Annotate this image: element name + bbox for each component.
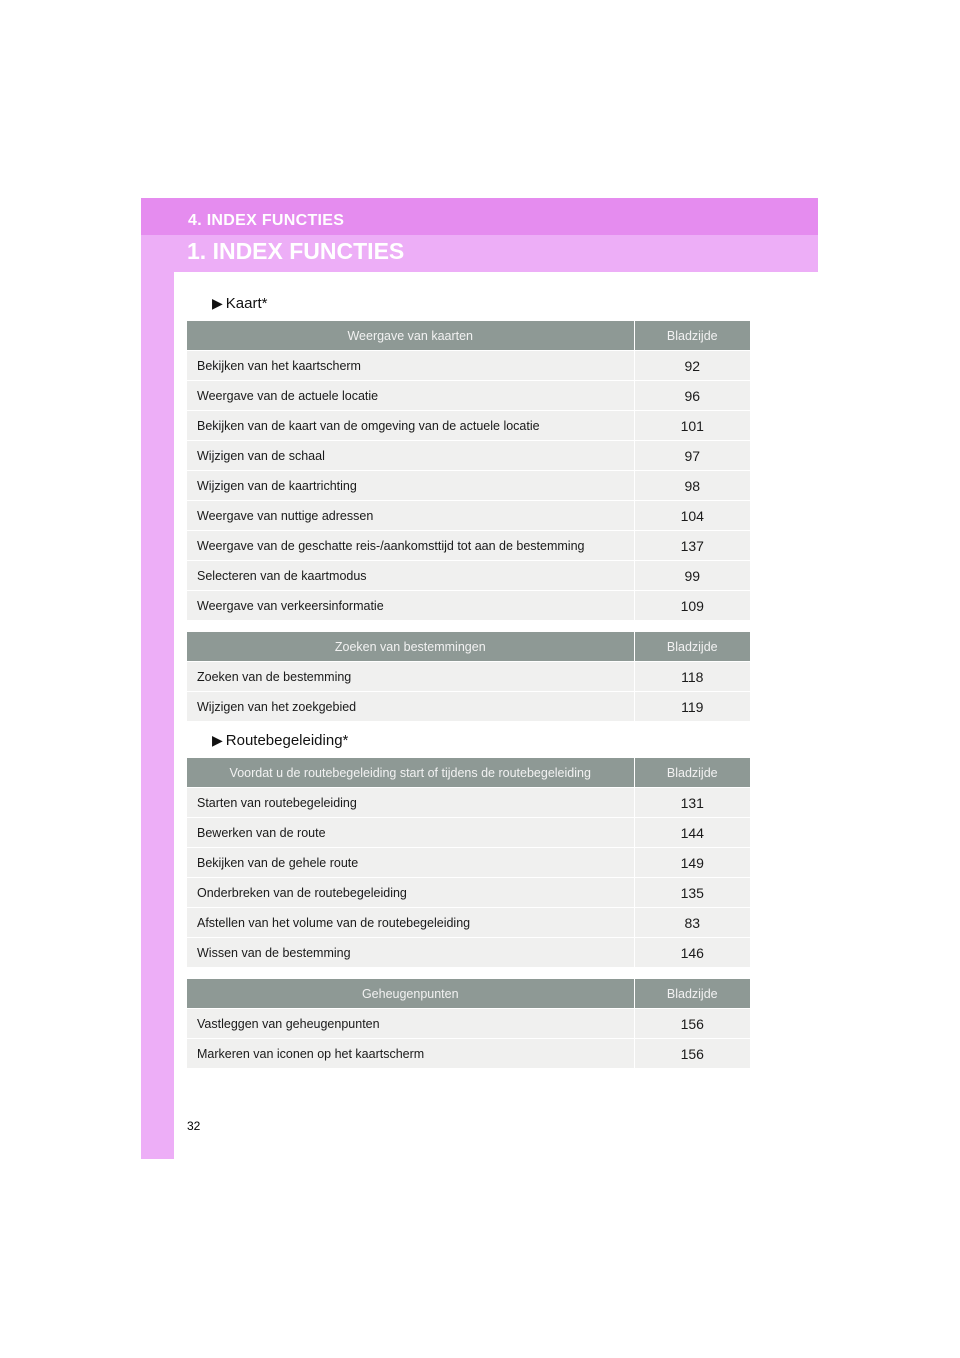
subhead-kaart-label: Kaart* [225, 295, 268, 312]
row-label: Vastleggen van geheugenpunten [187, 1009, 634, 1039]
table-row [187, 381, 750, 411]
table-geheugenpunten [187, 979, 750, 1069]
row-label: Weergave van nuttige adressen [187, 501, 634, 531]
row-label: Zoeken van de bestemming [187, 662, 634, 692]
table-header-row [187, 632, 750, 662]
triangle-right-icon: ▶ [212, 295, 223, 311]
table-row [187, 1009, 750, 1039]
table-row [187, 788, 750, 818]
row-page: 109 [634, 591, 750, 621]
row-label: Bekijken van de kaart van de omgeving van de actuele locatie [187, 411, 634, 441]
row-page: 92 [634, 351, 750, 381]
table-row [187, 692, 750, 722]
row-page: 131 [634, 788, 750, 818]
row-page: 98 [634, 471, 750, 501]
table-route [187, 758, 750, 968]
table-row [187, 441, 750, 471]
row-page: 144 [634, 818, 750, 848]
table-row [187, 531, 750, 561]
table-kaarten [187, 321, 750, 621]
chapter-title: 4. INDEX FUNCTIES [188, 212, 345, 229]
row-label: Bekijken van het kaartscherm [187, 351, 634, 381]
row-page: 96 [634, 381, 750, 411]
table-header-row [187, 758, 750, 788]
subhead-route [212, 732, 348, 749]
row-page: 101 [634, 411, 750, 441]
row-label: Wijzigen van het zoekgebied [187, 692, 634, 722]
table-header-row [187, 321, 750, 351]
column-header-page: Bladzijde [634, 758, 750, 788]
row-page: 137 [634, 531, 750, 561]
row-label: Bewerken van de route [187, 818, 634, 848]
row-label: Weergave van verkeersinformatie [187, 591, 634, 621]
triangle-right-icon: ▶ [212, 732, 223, 748]
table-row [187, 662, 750, 692]
subhead-kaart [212, 295, 267, 312]
page-title: 1. INDEX FUNCTIES [187, 238, 405, 264]
table-row [187, 878, 750, 908]
row-page: 119 [634, 692, 750, 722]
column-header-topic: Zoeken van bestemmingen [187, 632, 634, 662]
column-header-page: Bladzijde [634, 632, 750, 662]
row-page: 99 [634, 561, 750, 591]
table-row [187, 908, 750, 938]
row-label: Weergave van de geschatte reis-/aankomsttijd tot aan de bestemming [187, 531, 634, 561]
row-label: Bekijken van de gehele route [187, 848, 634, 878]
subhead-route-label: Routebegeleiding* [225, 732, 349, 749]
table-row [187, 411, 750, 441]
row-label: Selecteren van de kaartmodus [187, 561, 634, 591]
table-row [187, 938, 750, 968]
row-label: Wissen van de bestemming [187, 938, 634, 968]
row-page: 118 [634, 662, 750, 692]
table-header-row [187, 979, 750, 1009]
page-number: 32 [187, 1119, 201, 1133]
row-label: Afstellen van het volume van de routebegeleiding [187, 908, 634, 938]
column-header-topic: Weergave van kaarten [187, 321, 634, 351]
table-row [187, 848, 750, 878]
table-row [187, 591, 750, 621]
column-header-topic: Geheugenpunten [187, 979, 634, 1009]
row-label: Weergave van de actuele locatie [187, 381, 634, 411]
row-label: Starten van routebegeleiding [187, 788, 634, 818]
column-header-page: Bladzijde [634, 979, 750, 1009]
row-page: 83 [634, 908, 750, 938]
row-label: Onderbreken van de routebegeleiding [187, 878, 634, 908]
row-label: Markeren van iconen op het kaartscherm [187, 1039, 634, 1069]
table-zoeken [187, 632, 750, 722]
table-row [187, 818, 750, 848]
column-header-page: Bladzijde [634, 321, 750, 351]
row-page: 104 [634, 501, 750, 531]
row-page: 156 [634, 1009, 750, 1039]
table-row [187, 471, 750, 501]
table-row [187, 351, 750, 381]
row-label: Wijzigen van de schaal [187, 441, 634, 471]
side-tab-bar [141, 198, 174, 1159]
table-row [187, 561, 750, 591]
row-page: 146 [634, 938, 750, 968]
table-row [187, 1039, 750, 1069]
row-page: 156 [634, 1039, 750, 1069]
row-page: 97 [634, 441, 750, 471]
column-header-topic: Voordat u de routebegeleiding start of tijdens de routebegeleiding [187, 758, 634, 788]
table-row [187, 501, 750, 531]
row-page: 135 [634, 878, 750, 908]
row-label: Wijzigen van de kaartrichting [187, 471, 634, 501]
row-page: 149 [634, 848, 750, 878]
